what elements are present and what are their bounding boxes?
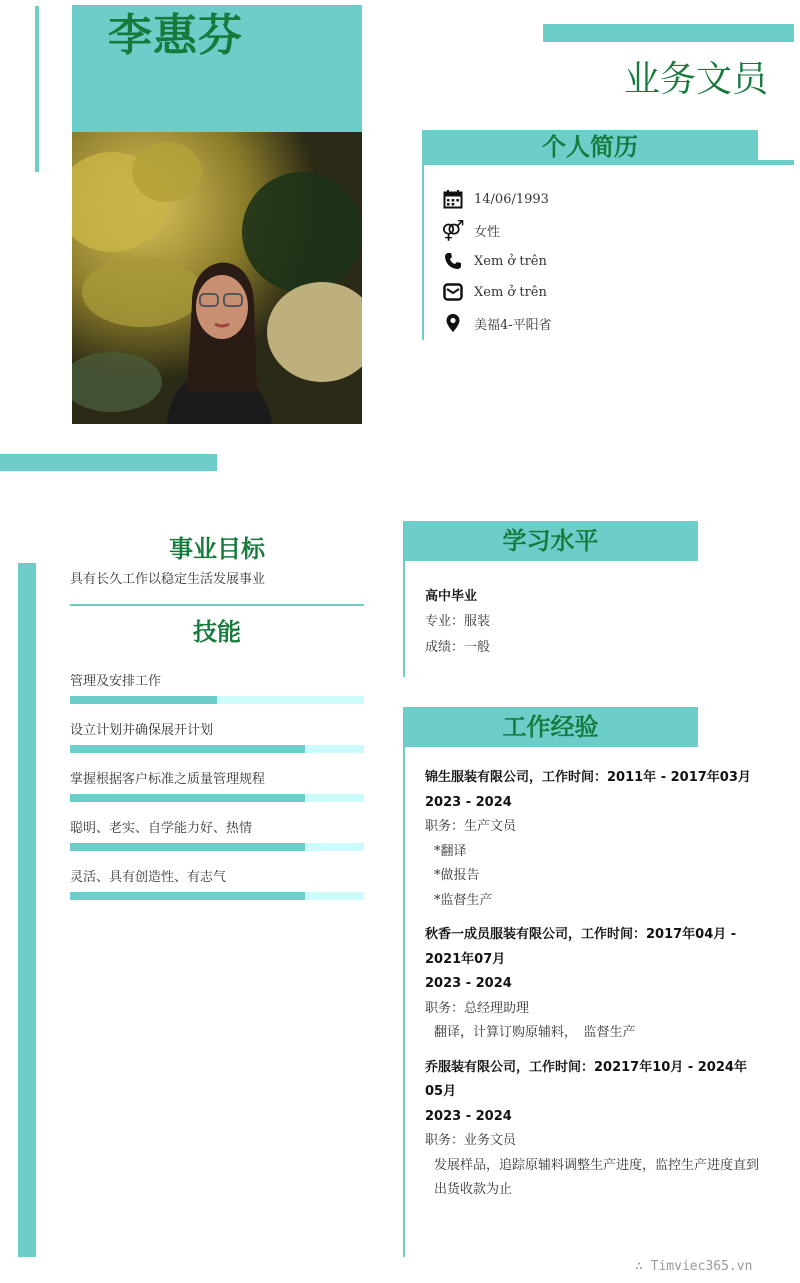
- job-period: 2023 - 2024: [425, 1108, 512, 1124]
- decor-bar-left-long: [18, 563, 36, 1257]
- decor-bar-left-top: [35, 6, 39, 172]
- decor-bar-top-right: [543, 24, 794, 42]
- job-entry: [425, 1056, 761, 1203]
- skill-label: 设立计划并确保展开计划: [70, 723, 214, 738]
- skill-label: 管理及安排工作: [70, 674, 162, 689]
- skill-bar-fill: [70, 892, 305, 900]
- phone-icon: [442, 250, 464, 272]
- skill-label: 聪明、老实、自学能力好、热情: [70, 821, 253, 836]
- education-heading: 学习水平: [502, 527, 599, 555]
- job-title: 业务文员: [623, 59, 768, 100]
- education-grade: 成绩：一般: [425, 640, 491, 655]
- job-position: 职务：业务文员: [425, 1133, 517, 1148]
- job-entry: [425, 923, 761, 1046]
- email-value: Xem ở trên: [474, 284, 547, 300]
- education-major: 专业：服装: [425, 614, 491, 629]
- gender-value: 女性: [474, 224, 501, 240]
- job-detail: *做报告: [434, 868, 480, 883]
- skill-bar-fill: [70, 843, 305, 851]
- skill-bar-track: [70, 745, 364, 753]
- job-position: 职务：生产文员: [425, 819, 517, 834]
- job-period: 2023 - 2024: [425, 976, 512, 991]
- skill-bar-track: [70, 892, 364, 900]
- skill-bar-fill: [70, 696, 217, 704]
- job-detail: *监督生产: [434, 892, 493, 908]
- email-icon: [442, 281, 464, 303]
- birthday-row: [442, 186, 549, 212]
- skill-bar-track: [70, 794, 364, 802]
- job-entry: [425, 766, 761, 913]
- experience-list: [425, 766, 761, 1213]
- skill-bar-track: [70, 843, 364, 851]
- skill-bar-track: [70, 696, 364, 704]
- education-degree: 高中毕业: [425, 589, 478, 604]
- profile-photo: [72, 132, 362, 424]
- objective-divider: [70, 604, 364, 606]
- phone-row: [442, 248, 547, 274]
- profile-heading: 个人简历: [542, 133, 638, 161]
- profile-heading-accent: [758, 160, 794, 165]
- job-company: 乔服装有限公司，工作时间：20217年10月 - 2024年05月: [425, 1059, 747, 1099]
- email-row: [442, 279, 547, 305]
- calendar-icon: [442, 188, 464, 210]
- candidate-name: 李惠芬: [108, 10, 243, 61]
- objective-text: 具有长久工作以稳定生活发展事业: [70, 572, 266, 587]
- skill-bar-fill: [70, 794, 305, 802]
- experience-heading: 工作经验: [502, 713, 599, 741]
- skills-heading: 技能: [193, 618, 241, 646]
- phone-value: Xem ở trên: [474, 253, 547, 269]
- birthday-value: 14/06/1993: [474, 191, 549, 207]
- gender-row: [442, 217, 500, 243]
- skill-label: 灵活、具有创造性、有志气: [70, 870, 227, 885]
- address-value: 美福4-平阳省: [474, 317, 552, 333]
- footer-brand: ∴ Timviec365.vn: [635, 1259, 753, 1274]
- experience-divider-line: [403, 707, 405, 1257]
- address-row: [442, 310, 552, 336]
- job-company: 锦生服装有限公司，工作时间：2011年 - 2017年03月: [425, 770, 751, 785]
- job-detail: *翻译: [434, 843, 467, 859]
- job-period: 2023 - 2024: [425, 794, 512, 810]
- gender-icon: ⚤: [441, 218, 465, 242]
- job-company: 秋香一成员服装有限公司，工作时间：2017年04月 - 2021年07月: [425, 927, 737, 967]
- skill-label: 掌握根据客户标准之质量管理规程: [70, 772, 266, 787]
- decor-bar-mid-left: [0, 454, 217, 471]
- profile-photo-illustration: [72, 132, 362, 424]
- job-detail: 翻译，计算订购原辅料， 监督生产: [434, 1025, 636, 1040]
- location-icon: [442, 312, 464, 334]
- skill-bar-fill: [70, 745, 305, 753]
- job-detail: 发展样品，追踪原辅料调整生产进度，监控生产进度直到出货收款为止: [434, 1157, 760, 1197]
- job-position: 职务：总经理助理: [425, 1000, 530, 1016]
- objective-heading: 事业目标: [169, 535, 265, 563]
